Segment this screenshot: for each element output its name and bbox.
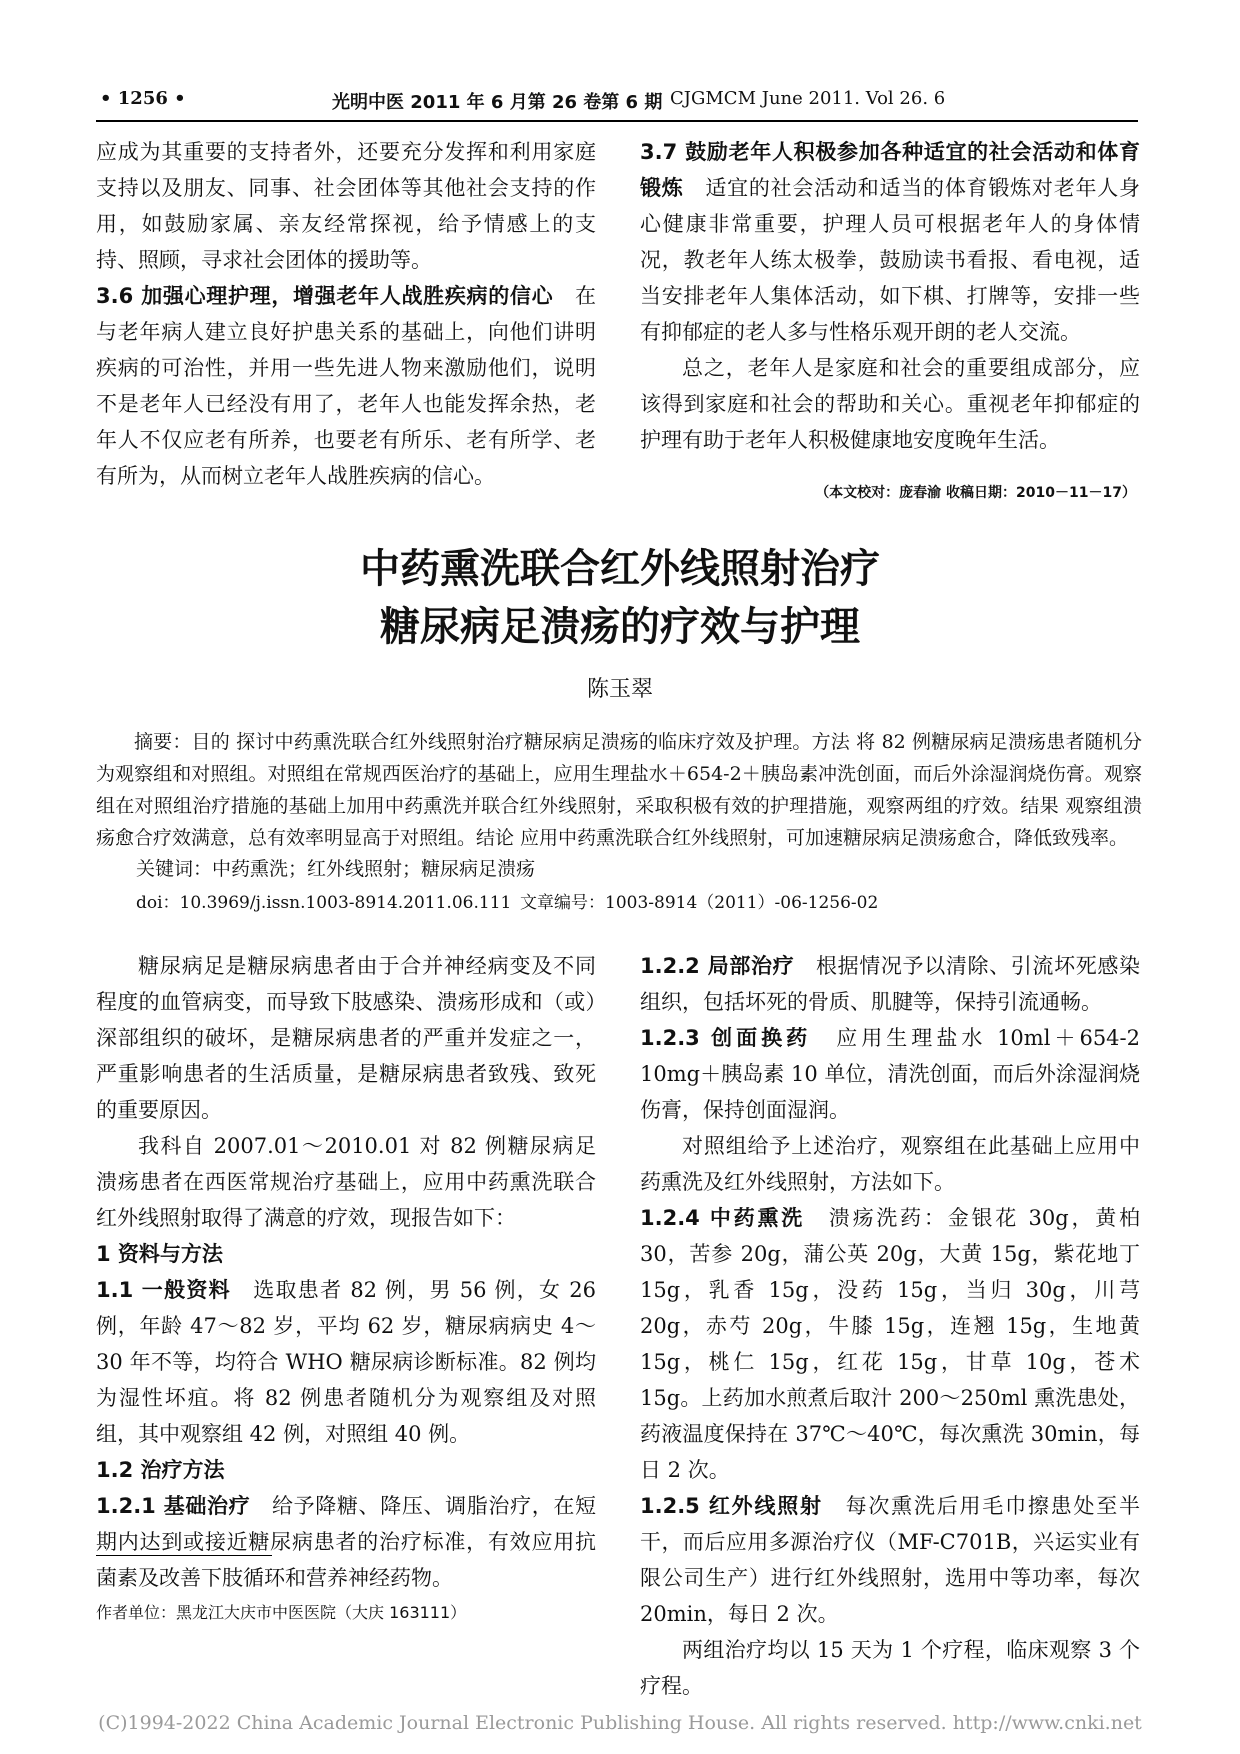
section-heading: 1.1 一般资料 xyxy=(96,1278,231,1302)
article-title xyxy=(0,540,1240,656)
paragraph-text: 糖尿病足是糖尿病患者由于合并神经病变及不同程度的血管病变，而导致下肢感染、溃疡形成和（或）深部组织的破坏，是糖尿病患者的严重并发症之一，严重影响患者的生活质量，是糖尿病患者致残、致死的重要原因。 xyxy=(96,954,596,1122)
paragraph xyxy=(640,1632,1140,1704)
journal-title-cn: 光明中医 2011 年 6 月第 26 卷第 6 期 xyxy=(332,92,663,113)
paragraph-text: 根据情况予以清除、引流坏死感染组织，包括坏死的骨质、肌腱等，保持引流通畅。 xyxy=(640,954,1141,1014)
paragraph xyxy=(640,350,1140,458)
paragraph xyxy=(640,1200,1140,1488)
paragraph-text: 总之，老年人是家庭和社会的重要组成部分，应该得到家庭和社会的帮助和关心。重视老年抑郁症的护理有助于老年人积极健康地安度晚年生活。 xyxy=(640,356,1140,452)
paragraph-text: 在与老年病人建立良好护患关系的基础上，向他们讲明疾病的可治性，并用一些先进人物来激励他们，说明不是老年人已经没有用了，老年人也能发挥余热，老年人不仅应老有所养，也要老有所乐、老有所学、老有所为，从而树立老年人战胜疾病的信心。 xyxy=(96,284,597,488)
footnote-rule xyxy=(96,1555,272,1556)
paragraph-text: 适宜的社会活动和适当的体育锻炼对老年人身心健康非常重要，护理人员可根据老年人的身体情况，教老年人练太极拳，鼓励读书看报、看电视，适当安排老年人集体活动，如下棋、打牌等，安排一些有抑郁症的老人多与性格乐观开朗的老人交流。 xyxy=(640,176,1141,344)
paragraph-text: 应成为其重要的支持者外，还要充分发挥和利用家庭支持以及朋友、同事、社会团体等其他社会支持的作用，如鼓励家属、亲友经常探视，给予情感上的支持、照顾，寻求社会团体的援助等。 xyxy=(96,140,596,272)
paragraph xyxy=(96,278,596,494)
section-heading: 1.2.2 局部治疗 xyxy=(640,954,795,978)
paragraph-text: 对照组给予上述治疗，观察组在此基础上应用中药熏洗及红外线照射，方法如下。 xyxy=(640,1134,1140,1194)
paragraph xyxy=(96,134,596,278)
paragraph xyxy=(640,1128,1140,1200)
title-line-1: 中药熏洗联合红外线照射治疗 xyxy=(360,546,880,592)
author-affiliation: 作者单位：黑龙江大庆市中医医院（大庆 163111） xyxy=(96,1603,467,1622)
paragraph xyxy=(640,1488,1140,1632)
paragraph-text: 溃疡洗药：金银花 30g，黄柏 30，苦参 20g，蒲公英 20g，大黄 15g，紫花地丁 15g，乳香 15g，没药 15g，当归 30g，川芎 20g，赤芍 20g，牛膝 15g，连翘 15g，生地黄 15g，桃仁 15g，红花 15g，甘草 10g，苍术 15g。上药加水煎煮后取汁 200～250ml 熏洗患处，药液温度保持在 37℃～40℃，每次熏洗 30min，每日 2 次。 xyxy=(640,1206,1141,1482)
keywords: 关键词：中药熏洗；红外线照射；糖尿病足溃疡 xyxy=(136,858,536,880)
section-heading: 1.2.5 红外线照射 xyxy=(640,1494,823,1518)
author: 陈玉翠 xyxy=(586,677,653,702)
header-rule xyxy=(96,120,1138,122)
title-line-2: 糖尿病足溃疡的疗效与护理 xyxy=(380,604,860,650)
section-heading: 1 资料与方法 xyxy=(96,1242,223,1266)
abstract xyxy=(96,726,1142,854)
article-number: 文章编号：1003-8914（2011）-06-1256-02 xyxy=(520,893,879,913)
paragraph xyxy=(640,134,1140,350)
section-heading: 1.2.1 基础治疗 xyxy=(96,1494,251,1518)
paragraph-text: 我科自 2007.01～2010.01 对 82 例糖尿病足溃疡患者在西医常规治疗基础上，应用中药熏洗联合红外线照射取得了满意的疗效，现报告如下： xyxy=(96,1134,596,1230)
body-left-column xyxy=(96,948,596,1596)
copyright-notice: (C)1994-2022 China Academic Journal Electronic Publishing House. All rights reserved. http://www.cnki.net xyxy=(98,1712,1142,1734)
review-note: （本文校对：庞春渝 收稿日期：2010－11－17） xyxy=(815,485,1136,501)
doi: doi：10.3969/j.issn.1003-8914.2011.06.111 xyxy=(136,893,512,913)
paragraph-text: 两组治疗均以 15 天为 1 个疗程，临床观察 3 个疗程。 xyxy=(640,1638,1140,1698)
paragraph xyxy=(96,948,596,1128)
section-heading: 1.2 治疗方法 xyxy=(96,1458,225,1482)
abstract-text: 摘要：目的 探讨中药熏洗联合红外线照射治疗糖尿病足溃疡的临床疗效及护理。方法 将 82 例糖尿病足溃疡患者随机分为观察组和对照组。对照组在常规西医治疗的基础上，应用生理盐水＋654-2＋胰岛素冲洗创面，而后外涂湿润烧伤膏。观察组在对照组治疗措施的基础上加用中药熏洗并联合红外线照射，采取积极有效的护理措施，观察两组的疗效。结果 观察组溃疡愈合疗效满意，总有效率明显高于对照组。结论 应用中药熏洗联合红外线照射，可加速糖尿病足溃疡愈合，降低致残率。 xyxy=(96,731,1142,849)
section-heading: 1.2.4 中药熏洗 xyxy=(640,1206,806,1230)
top-left-column xyxy=(96,134,596,494)
paragraph-text: 应用生理盐水 10ml＋654-2 10mg＋胰岛素 10 单位，清洗创面，而后外涂湿润烧伤膏，保持创面湿润。 xyxy=(640,1026,1141,1122)
section-heading: 3.6 加强心理护理，增强老年人战胜疾病的信心 xyxy=(96,284,554,308)
section-heading: 3.7 鼓励老年人积极参加各种适宜的社会活动和体育锻炼 xyxy=(640,140,1140,200)
paragraph xyxy=(96,1488,596,1596)
top-right-column xyxy=(640,134,1140,458)
paragraph-text: 每次熏洗后用毛巾擦患处至半干，而后应用多源治疗仪（MF-C701B，兴运实业有限公司生产）进行红外线照射，选用中等功率，每次 20min，每日 2 次。 xyxy=(640,1494,1141,1626)
paragraph xyxy=(640,948,1140,1020)
paragraph xyxy=(96,1452,596,1488)
paragraph xyxy=(96,1272,596,1452)
paragraph xyxy=(640,1020,1140,1128)
journal-title-en: CJGMCM June 2011. Vol 26. 6 xyxy=(670,88,946,109)
paragraph xyxy=(96,1128,596,1236)
body-right-column xyxy=(640,948,1140,1704)
paragraph xyxy=(96,1236,596,1272)
paragraph-text: 选取患者 82 例，男 56 例，女 26 例，年龄 47～82 岁，平均 62 岁，糖尿病病史 4～30 年不等，均符合 WHO 糖尿病诊断标准。82 例均为湿性坏疽。将 82 例患者随机分为观察组及对照组，其中观察组 42 例，对照组 40 例。 xyxy=(96,1278,597,1446)
page-number: • 1256 • xyxy=(100,88,186,109)
section-heading: 1.2.3 创面换药 xyxy=(640,1026,812,1050)
paragraph-text: 给予降糖、降压、调脂治疗，在短期内达到或接近糖尿病患者的治疗标准，有效应用抗菌素及改善下肢循环和营养神经药物。 xyxy=(96,1494,597,1590)
